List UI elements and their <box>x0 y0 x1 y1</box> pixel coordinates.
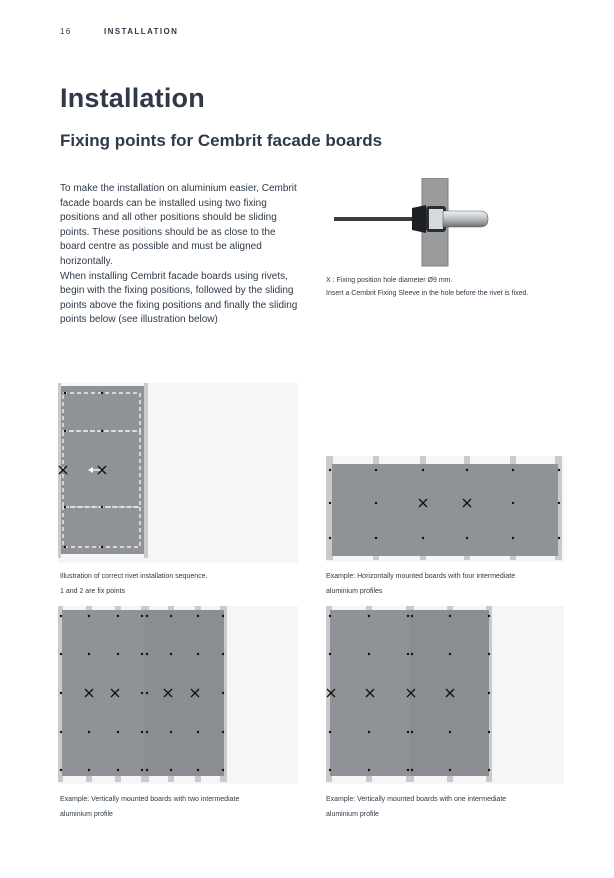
intro-paragraph-2: When installing Cembrit facade boards using rivets, begin with the fixing positions, followed by the sliding points above the fixing positions and finally the sliding points below (see illustration below) <box>60 270 298 326</box>
caption-sequence-line-2: 1 and 2 are fix points <box>60 588 125 595</box>
board-panel-2 <box>144 610 224 776</box>
caption-vertical-two-line-2: aluminium profile <box>60 811 113 818</box>
intro-paragraph-1: To make the installation on aluminium easier, Cembrit facade boards can be installed using two fixing positions and all other positions should be sliding points. These positions should be as close to the board centre as possible and must be aligned horizontally. <box>60 183 297 267</box>
page-title: Installation <box>60 83 205 113</box>
rivet-note-line-1: X : Fixing position hole diameter Ø9 mm. <box>326 277 453 284</box>
section-label: INSTALLATION <box>104 27 179 36</box>
figure-horizontal-boards <box>326 456 564 562</box>
caption-vertical-two <box>60 792 239 822</box>
figure-vertical-two-profiles <box>58 606 298 784</box>
caption-sequence-line-1: Illustration of correct rivet installation sequence. <box>60 573 208 580</box>
figure-rivet-sequence <box>58 383 298 563</box>
rivet-section-illustration <box>330 178 560 268</box>
caption-vertical-one-line-1: Example: Vertically mounted boards with one intermediate <box>326 796 507 803</box>
profile-left <box>58 383 61 558</box>
caption-sequence <box>60 569 207 599</box>
caption-vertical-one-line-2: aluminium profile <box>326 811 379 818</box>
page-header <box>60 27 179 36</box>
page-number: 16 <box>60 27 72 36</box>
caption-horizontal-line-2: aluminium profiles <box>326 588 383 595</box>
caption-vertical-one <box>326 792 506 822</box>
page-subtitle: Fixing points for Cembrit facade boards <box>60 131 383 150</box>
board-panel-1 <box>62 610 144 776</box>
rivet-note <box>326 274 586 300</box>
caption-vertical-two-line-1: Example: Vertically mounted boards with two intermediate <box>60 796 240 803</box>
rivet-body <box>443 211 488 227</box>
figure-vertical-one-profile <box>326 606 564 784</box>
caption-horizontal-line-1: Example: Horizontally mounted boards with four intermediate <box>326 573 516 580</box>
rivet-head <box>412 205 426 233</box>
board-panel <box>332 464 558 556</box>
intro-text <box>60 182 300 328</box>
sleeve-insert <box>429 209 443 229</box>
caption-horizontal <box>326 569 515 599</box>
profile-right <box>144 383 148 558</box>
rivet-note-line-2: Insert a Cembrit Fixing Sleeve in the hole before the rivet is fixed. <box>326 290 529 297</box>
